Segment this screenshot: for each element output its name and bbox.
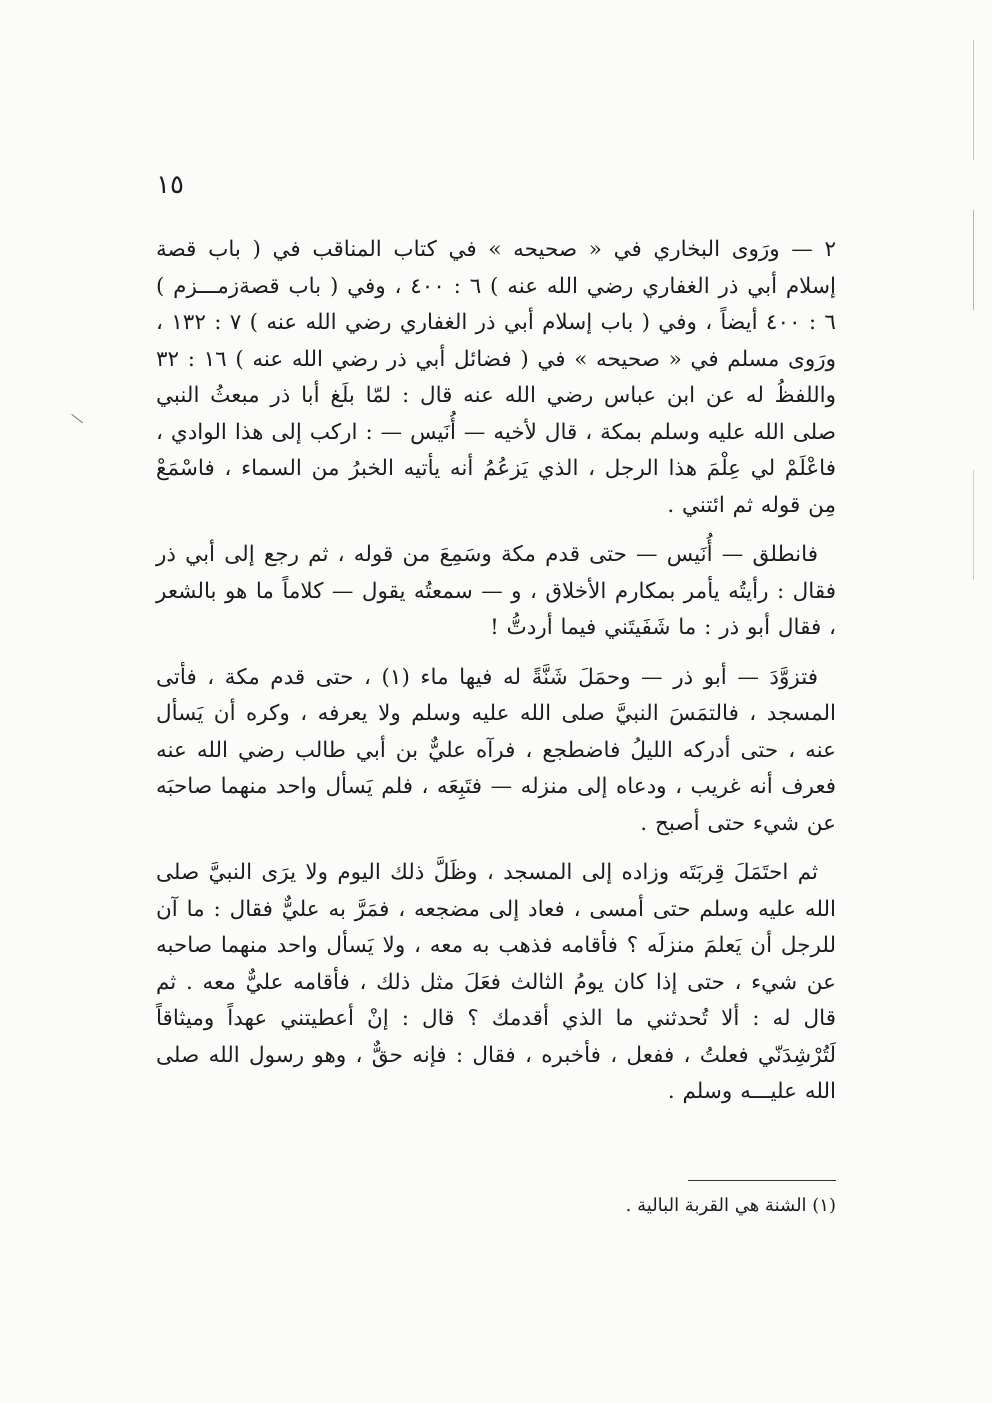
edge-scan-mark [973, 470, 975, 580]
edge-scan-mark [973, 210, 975, 310]
paragraph-3: فتزوَّدَ — أبو ذر — وحمَلَ شَنَّةً له فيها ماء (١) ، حتى قدم مكة ، فأتى المسجد ، فالتمَسَ النبيَّ صلى الله عليه وسلم ولا يعرفه ، وكره أن يَسأل عنه ، حتى أدركه الليلُ فاضطجع ، فرآه عليٌّ بن أبي طالب رضي الله عنه فعرف أنه غريب ، ودعاه إلى منزله — فتَبِعَه ، فلم يَسأل واحد منهما صاحبَه عن شيء حتى أصبح . [156, 664, 836, 836]
paragraph-1: ٢ — ورَوى البخاري في « صحيحه » في كتاب المناقب في ( باب قصة إسلام أبي ذر الغفاري رضي الله عنه ) ٦ : ٤٠٠ ، وفي ( باب قصةزمـــزم ) ٦ : ٤٠٠ أيضاً ، وفي ( باب إسلام أبي ذر الغفاري رضي الله عنه ) ٧ : ١٣٢ ، ورَوى مسلم في « صحيحه » في ( فضائل أبي ذر رضي الله عنه ) ١٦ : ٣٢ واللفظُ له عن ابن عباس رضي الله عنه قال : لمّا بلَغ أبا ذر مبعثُ النبي صلى الله عليه وسلم بمكة ، قال لأخيه — أُنَيس — : اركب إلى هذا الوادي ، فاعْلَمْ لي عِلْمَ هذا الرجل ، الذي يَزعُمُ أنه يأتيه الخبرُ من السماء ، فاسْمَعْ مِن قوله ثم ائتني . [156, 237, 836, 518]
page-number: ١٥ [156, 170, 184, 200]
stray-pen-mark [71, 414, 83, 424]
footnote: (١) الشنة هي القربة البالية . [625, 1195, 836, 1216]
paragraph-4: ثم احتَمَلَ قِربَتَه وزاده إلى المسجد ، وظَلَّ ذلك اليوم ولا يرَى النبيَّ صلى الله عليه وسلم حتى أمسى ، فعاد إلى مضجعه ، فمَرَّ به عليٌّ فقال : ما آن للرجل أن يَعلمَ منزلَه ؟ فأقامه فذهب به معه ، ولا يَسأل واحد منهما صاحبه عن شيء ، حتى إذا كان يومُ الثالث فعَلَ مثل ذلك ، فأقامه عليٌّ معه . ثم قال له : ألا تُحدثني ما الذي أقدمك ؟ قال : إنْ أعطيتني عهداً وميثاقاً لَتُرْشِدَنّي فعلتُ ، ففعل ، فأخبره ، فقال : فإنه حقٌّ ، وهو رسول الله صلى الله عليـــه وسلم . [156, 860, 836, 1104]
body-text [156, 232, 836, 1124]
footnote-divider [688, 1180, 836, 1181]
edge-scan-mark [973, 40, 975, 160]
paragraph-2: فانطلق — أُنَيس — حتى قدم مكة وسَمِعَ من قوله ، ثم رجع إلى أبي ذر فقال : رأيتُه يأمر بمكارم الأخلاق ، و — سمعتُه يقول — كلاماً ما هو بالشعر ، فقال أبو ذر : ما شَفَيتَني فيما أردتُّ ! [156, 542, 836, 640]
